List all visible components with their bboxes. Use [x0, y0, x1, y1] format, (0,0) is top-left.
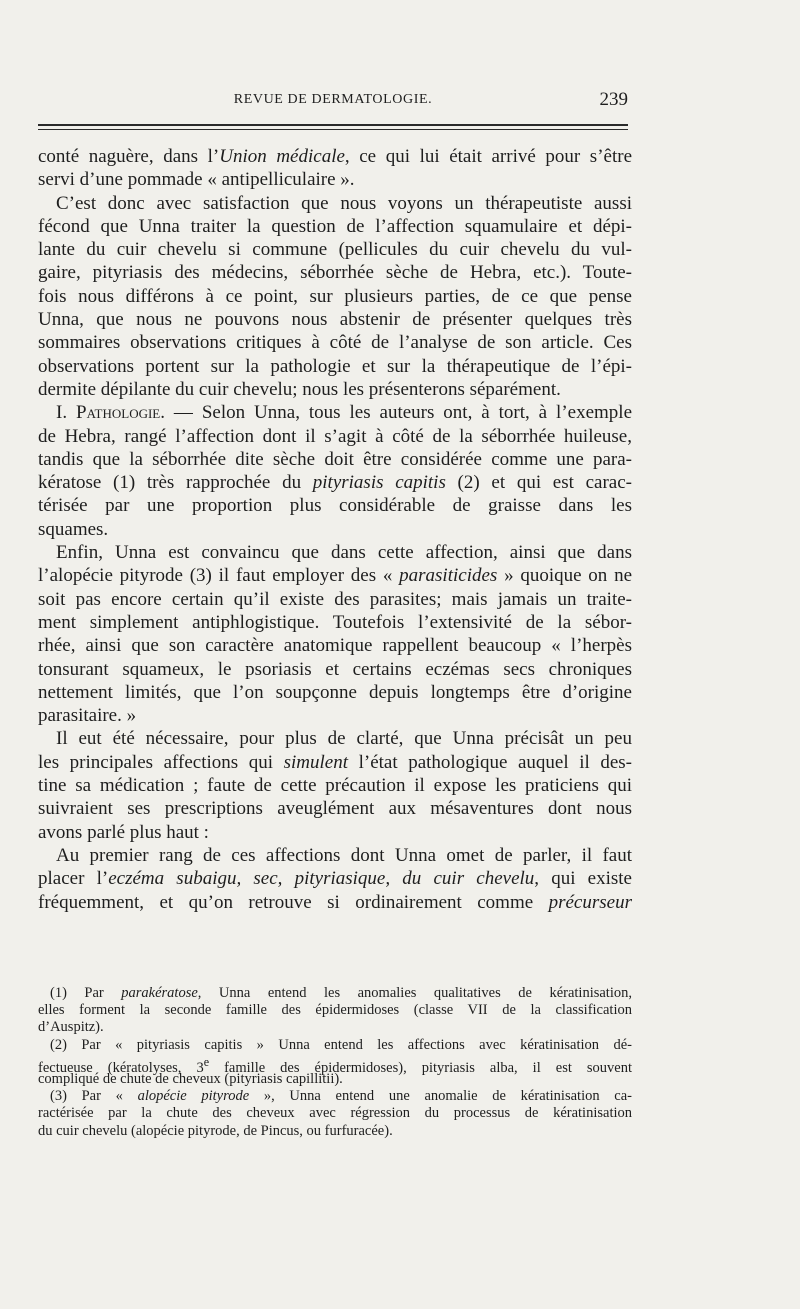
- text-line: soit pas encore certain qu’il existe des parasites; mais jamais un traite-: [38, 588, 632, 610]
- footnote-line: (1) Par parakératose, Unna entend les anomalies qualitatives de kératinisation,: [50, 985, 632, 1001]
- text-line: observations portent sur la pathologie et sur la thérapeutique de l’épi-: [38, 355, 632, 377]
- footnote-line: fectueuse (kératolyses, 3e famille des épidermidoses), pityriasis alba, il est souvent: [38, 1054, 632, 1076]
- text-line: les principales affections qui simulent l’état pathologique auquel il des-: [38, 751, 632, 773]
- text-line: fois nous différons à ce point, sur plusieurs parties, de ce que pense: [38, 285, 632, 307]
- footnote-line: (3) Par « alopécie pityrode », Unna entend une anomalie de kératinisation ca-: [50, 1088, 632, 1105]
- body-text: [38, 145, 632, 914]
- running-head: [38, 89, 628, 116]
- text-line: tine sa médication ; faute de cette précaution il expose les praticiens qui: [38, 775, 632, 797]
- footnote-line: (2) Par « pityriasis capitis » Unna entend les affections avec kératinisation dé-: [50, 1036, 632, 1053]
- text-line: C’est donc avec satisfaction que nous voyons un thérapeutiste aussi: [56, 192, 632, 214]
- text-line: parasitaire. »: [38, 705, 137, 727]
- footnote-line: compliqué de chute de cheveux (pityriasis capillitii).: [38, 1070, 343, 1087]
- text-line: térisée par une proportion plus considérable de graisse dans les: [38, 495, 632, 517]
- footnote-line: du cuir chevelu (alopécie pityrode, de Pincus, ou furfuracée).: [38, 1122, 393, 1139]
- text-line: sommaires observations critiques à côté de l’analyse de son article. Ces: [38, 332, 632, 354]
- text-line: I. Pathologie. — Selon Unna, tous les auteurs ont, à tort, à l’exemple: [56, 402, 633, 424]
- header-rule-thin: [38, 129, 628, 130]
- text-line: de Hebra, rangé l’affection dont il s’agit à côté de la séborrhée huileuse,: [38, 425, 632, 447]
- text-line: conté naguère, dans l’Union médicale, ce qui lui était arrivé pour s’être: [38, 146, 632, 167]
- page-number: 239: [599, 89, 628, 110]
- text-line: Unna, que nous ne pouvons nous abstenir de présenter quelques très: [38, 309, 632, 331]
- text-line: fécond que Unna traiter la question de l’affection squamulaire et dépi-: [38, 215, 632, 237]
- text-line: gaire, pityriasis des médecins, séborrhée sèche de Hebra, etc.). Toute-: [38, 262, 632, 284]
- footnotes: [38, 985, 632, 1140]
- text-line: l’alopécie pityrode (3) il faut employer des « parasiticides » quoique on ne: [38, 565, 632, 587]
- text-line: rhée, ainsi que son caractère anatomique rappellent beaucoup « l’herpès: [38, 635, 632, 657]
- text-line: kératose (1) très rapprochée du pityriasis capitis (2) et qui est carac-: [38, 472, 632, 494]
- footnote-line: d’Auspitz).: [38, 1019, 104, 1036]
- text-line: servi d’une pommade « antipelliculaire ».: [38, 169, 355, 191]
- text-line: squames.: [38, 518, 109, 540]
- text-line: avons parlé plus haut :: [38, 821, 209, 843]
- footnote-line: ractérisée par la chute des cheveux avec régression du processus de kératinisation: [38, 1105, 632, 1122]
- text-line: placer l’eczéma subaigu, sec, pityriasique, du cuir chevelu, qui existe: [38, 868, 632, 890]
- text-line: fréquemment, et qu’on retrouve si ordinairement comme précurseur: [38, 891, 632, 913]
- text-line: tandis que la séborrhée dite sèche doit être considérée comme une para-: [38, 448, 632, 470]
- header-rule: [38, 124, 628, 126]
- text-line: Au premier rang de ces affections dont Unna omet de parler, il faut: [56, 844, 632, 866]
- footnote-line: elles forment la seconde famille des épidermidoses (classe VII de la classification: [38, 1002, 632, 1019]
- text-line: Enfin, Unna est convaincu que dans cette affection, ainsi que dans: [56, 542, 632, 564]
- text-line: tonsurant squameux, le psoriasis et certains eczémas secs chroniques: [38, 658, 632, 680]
- text-line: nettement limités, que l’on soupçonne depuis longtemps être d’origine: [38, 681, 632, 703]
- text-line: ment simplement antiphlogistique. Toutefois l’extensivité de la sébor-: [38, 611, 632, 633]
- text-line: dermite dépilante du cuir chevelu; nous les présenterons séparément.: [38, 378, 561, 400]
- text-line: suivraient ses prescriptions aveuglément aux mésaventures dont nous: [38, 798, 632, 820]
- text-line: lante du cuir chevelu si commune (pellicules du cuir chevelu du vul-: [38, 239, 632, 261]
- journal-title: REVUE DE DERMATOLOGIE.: [233, 92, 433, 107]
- text-line: Il eut été nécessaire, pour plus de clarté, que Unna précisât un peu: [56, 728, 632, 750]
